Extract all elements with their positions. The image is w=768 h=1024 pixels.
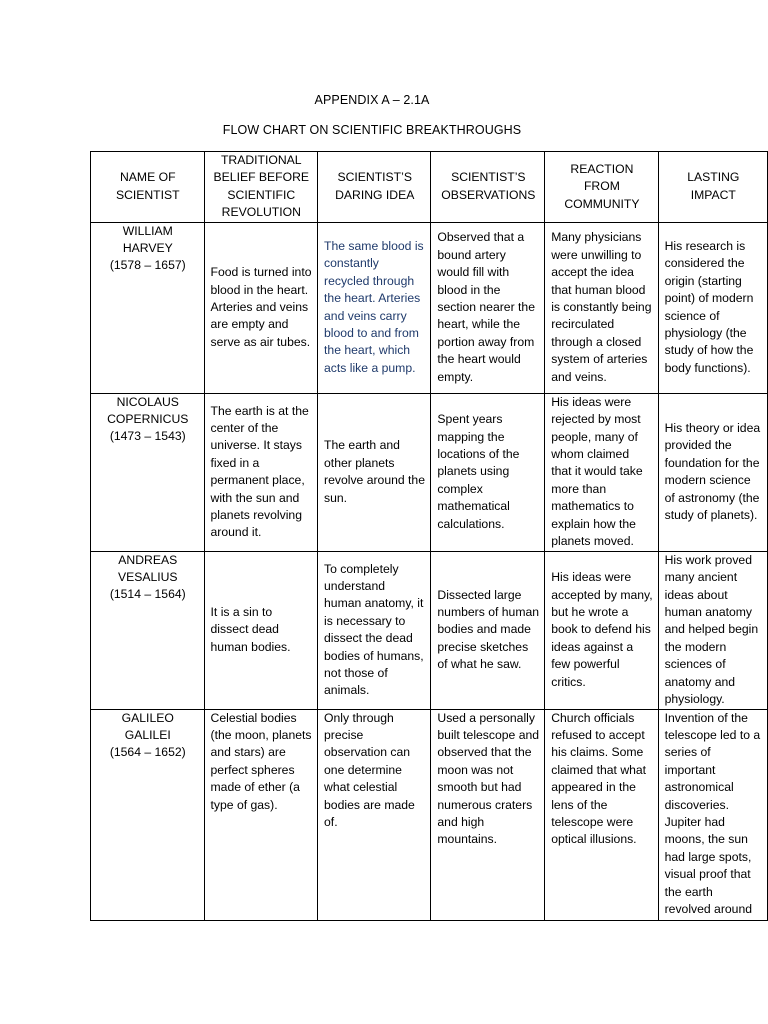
idea-cell: To completely understand human anatomy, it is necessary to dissect the dead bodies of humans, not those of animals. xyxy=(318,551,431,709)
header-idea: SCIENTIST’S DARING IDEA xyxy=(318,152,431,223)
impact-cell: His work proved many ancient ideas about human anatomy and helped begin the modern sciences of anatomy and physiology. xyxy=(658,551,767,709)
belief-cell: It is a sin to dissect dead human bodies. xyxy=(204,551,318,709)
impact-cell: His theory or idea provided the foundation for the modern science of astronomy (the study of planets). xyxy=(658,393,767,551)
scientist-name: ANDREAS VESALIUS xyxy=(117,552,178,585)
scientist-name-cell xyxy=(91,709,205,920)
scientist-years: (1564 – 1652) xyxy=(109,745,186,760)
reaction-cell: His ideas were rejected by most people, many of whom claimed that it would take more than mathematics to explain how the planets moved. xyxy=(545,393,658,551)
appendix-title: APPENDIX A – 2.1A xyxy=(314,93,430,107)
chart-title: FLOW CHART ON SCIENTIFIC BREAKTHROUGHS xyxy=(222,123,522,137)
observations-cell: Dissected large numbers of human bodies and made precise sketches of what he saw. xyxy=(431,551,545,709)
belief-cell: Food is turned into blood in the heart. Arteries and veins are empty and serve as air tubes. xyxy=(204,222,318,393)
table-header-row xyxy=(91,152,768,223)
header-observations: SCIENTIST’S OBSERVATIONS xyxy=(431,152,545,223)
observations-cell: Spent years mapping the locations of the planets using complex mathematical calculations. xyxy=(431,393,545,551)
idea-cell: The earth and other planets revolve around the sun. xyxy=(318,393,431,551)
scientist-years: (1473 – 1543) xyxy=(109,429,186,444)
header-impact: LASTING IMPACT xyxy=(658,152,767,223)
scientist-name: NICOLAUS COPERNICUS xyxy=(107,394,189,427)
scientist-years: (1514 – 1564) xyxy=(109,587,186,602)
observations-cell: Used a personally built telescope and observed that the moon was not smooth but had numerous craters and high mountains. xyxy=(431,709,545,920)
table-row xyxy=(91,393,768,551)
table-row xyxy=(91,709,768,920)
observations-cell: Observed that a bound artery would fill with blood in the section nearer the heart, while the portion away from the heart would empty. xyxy=(431,222,545,393)
header-name: NAME OF SCIENTIST xyxy=(91,152,205,223)
reaction-cell: Church officials refused to accept his claims. Some claimed that what appeared in the lens of the telescope were optical illusions. xyxy=(545,709,658,920)
impact-cell: His research is considered the origin (starting point) of modern science of physiology (the study of how the body functions). xyxy=(658,222,767,393)
table-row xyxy=(91,222,768,393)
header-belief: TRADITIONAL BELIEF BEFORE SCIENTIFIC REVOLUTION xyxy=(204,152,318,223)
reaction-cell: Many physicians were unwilling to accept the idea that human blood is constantly being recirculated through a closed system of arteries and veins. xyxy=(545,222,658,393)
belief-cell: The earth is at the center of the universe. It stays fixed in a permanent place, with the sun and planets revolving around it. xyxy=(204,393,318,551)
idea-cell: The same blood is constantly recycled through the heart. Arteries and veins carry blood to and from the heart, which acts like a pump. xyxy=(318,222,431,393)
scientist-name-cell xyxy=(91,222,205,393)
table-row xyxy=(91,551,768,709)
breakthroughs-table xyxy=(90,151,768,921)
idea-cell: Only through precise observation can one determine what celestial bodies are made of. xyxy=(318,709,431,920)
scientist-name-cell xyxy=(91,393,205,551)
belief-cell: Celestial bodies (the moon, planets and stars) are perfect spheres made of ether (a type of gas). xyxy=(204,709,318,920)
impact-cell: Invention of the telescope led to a series of important astronomical discoveries. Jupiter had moons, the sun had large spots, visual proof that the earth revolved around xyxy=(658,709,767,920)
header-reaction: REACTION FROM COMMUNITY xyxy=(545,152,658,223)
scientist-name: GALILEO GALILEI xyxy=(121,710,174,743)
scientist-years: (1578 – 1657) xyxy=(109,258,186,273)
scientist-name: WILLIAM HARVEY xyxy=(122,223,173,256)
scientist-name-cell xyxy=(91,551,205,709)
reaction-cell: His ideas were accepted by many, but he wrote a book to defend his ideas against a few powerful critics. xyxy=(545,551,658,709)
